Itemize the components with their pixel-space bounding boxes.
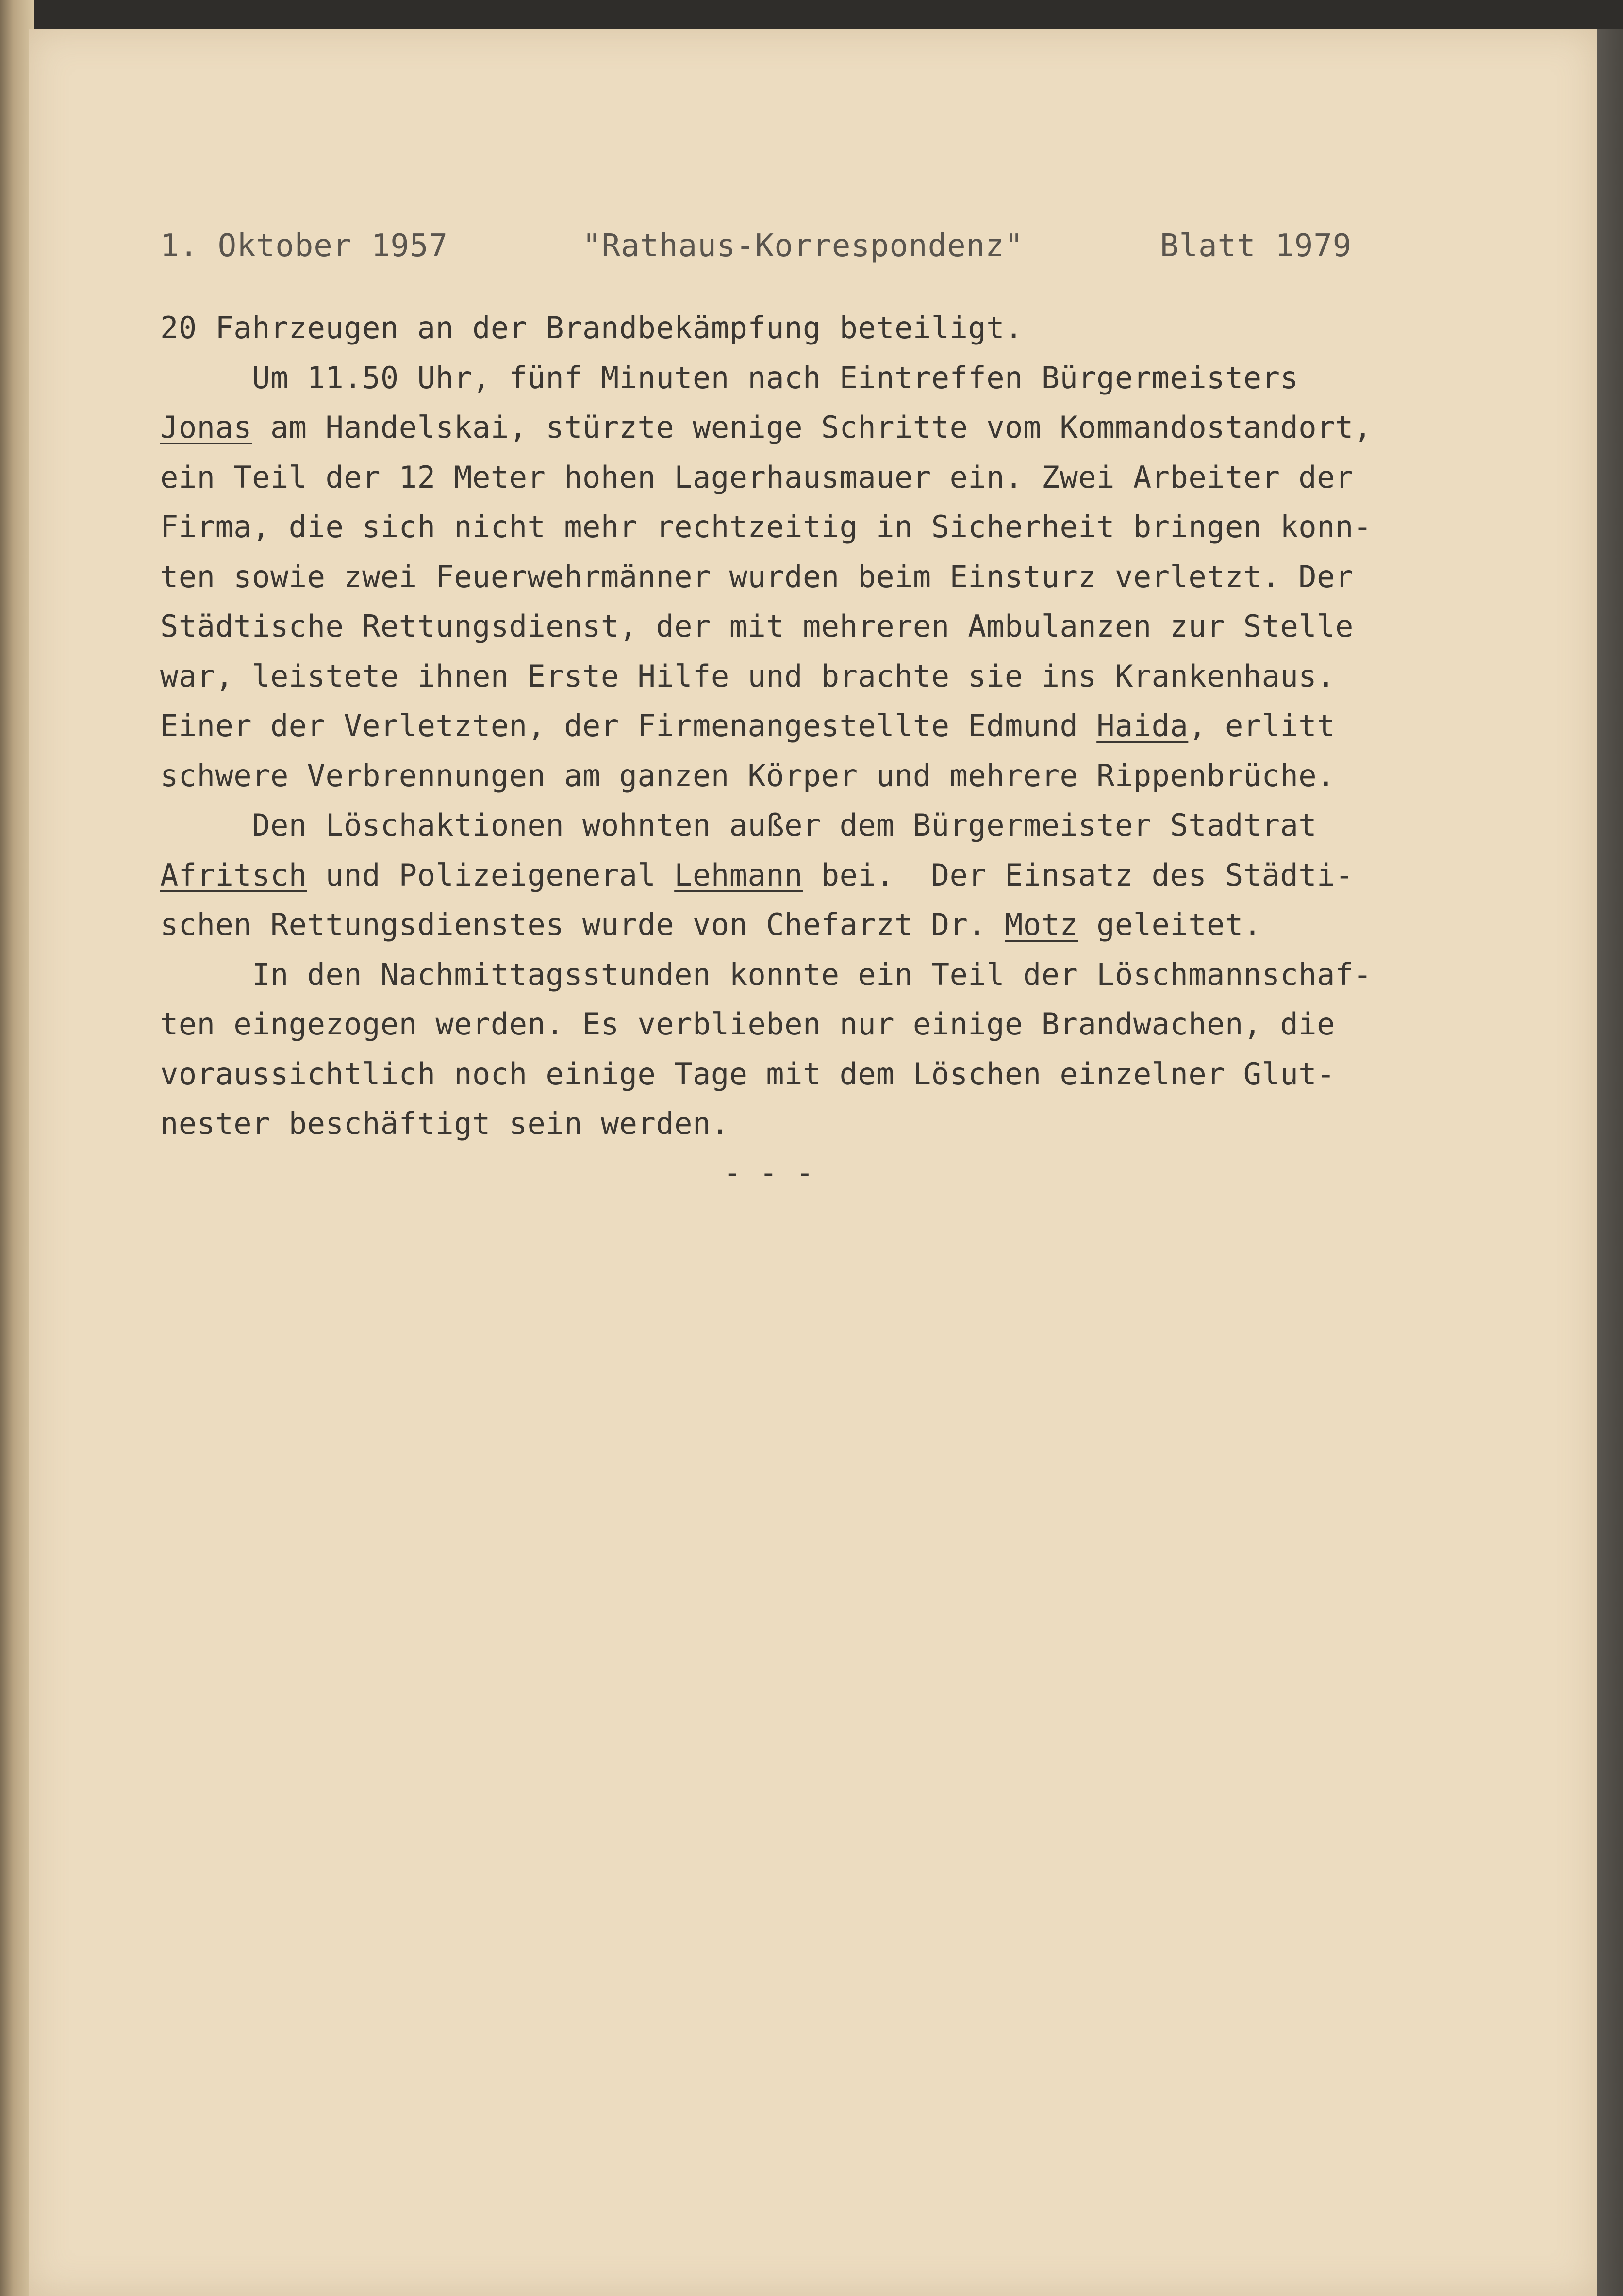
- text-line: [160, 403, 1519, 453]
- page-header: [160, 228, 1398, 272]
- text-segment: Den Löschaktionen wohnten außer dem Bürgermeister Stadtrat: [160, 807, 1317, 843]
- text-line: [160, 950, 1519, 1000]
- text-line: [160, 1099, 1519, 1149]
- text-segment: nester beschäftigt sein werden.: [160, 1106, 729, 1141]
- end-mark: - - -: [723, 1155, 814, 1190]
- text-segment: schwere Verbrennungen am ganzen Körper und mehrere Rippenbrüche.: [160, 757, 1335, 793]
- text-line: [160, 751, 1519, 801]
- text-segment: , erlitt: [1188, 708, 1335, 743]
- text-line: [160, 453, 1519, 503]
- page-edge: [1597, 29, 1623, 2296]
- underlined-name: Afritsch: [160, 857, 307, 893]
- text-segment: Firma, die sich nicht mehr rechtzeitig in Sicherheit bringen konn-: [160, 509, 1372, 544]
- header-sheet-number: Blatt 1979: [1160, 228, 1352, 264]
- underlined-name: Lehmann: [674, 857, 803, 893]
- text-segment: In den Nachmittagsstunden konnte ein Teil der Löschmannschaf-: [160, 956, 1372, 992]
- text-segment: Einer der Verletzten, der Firmenangestellte Edmund: [160, 708, 1097, 743]
- text-line: [160, 353, 1519, 403]
- text-line: [160, 701, 1519, 751]
- text-line: [160, 502, 1519, 552]
- document-body: [160, 303, 1519, 1149]
- text-line: [160, 602, 1519, 652]
- underlined-name: Jonas: [160, 410, 252, 445]
- text-line: [160, 303, 1519, 353]
- text-segment: ein Teil der 12 Meter hohen Lagerhausmauer ein. Zwei Arbeiter der: [160, 459, 1354, 495]
- text-line: [160, 552, 1519, 602]
- text-line: [160, 900, 1519, 950]
- text-line: [160, 851, 1519, 901]
- text-line: [160, 652, 1519, 702]
- text-segment: ten sowie zwei Feuerwehrmänner wurden beim Einsturz verletzt. Der: [160, 558, 1354, 594]
- text-segment: und Polizeigeneral: [307, 857, 675, 893]
- text-segment: war, leistete ihnen Erste Hilfe und brachte sie ins Krankenhaus.: [160, 658, 1335, 694]
- text-segment: ten eingezogen werden. Es verblieben nur einige Brandwachen, die: [160, 1006, 1335, 1042]
- underlined-name: Motz: [1005, 907, 1078, 942]
- text-segment: am Handelskai, stürzte wenige Schritte vom Kommandostandort,: [252, 410, 1372, 445]
- underlined-name: Haida: [1096, 708, 1189, 743]
- text-line: [160, 801, 1519, 851]
- text-segment: bei. Der Einsatz des Städti-: [802, 857, 1354, 893]
- text-segment: voraussichtlich noch einige Tage mit dem Löschen einzelner Glut-: [160, 1056, 1335, 1092]
- text-segment: 20 Fahrzeugen an der Brandbekämpfung beteiligt.: [160, 310, 1023, 345]
- text-segment: schen Rettungsdienstes wurde von Chefarzt Dr.: [160, 907, 1005, 942]
- text-segment: geleitet.: [1078, 907, 1262, 942]
- text-segment: Städtische Rettungsdienst, der mit mehreren Ambulanzen zur Stelle: [160, 608, 1354, 644]
- text-segment: Um 11.50 Uhr, fünf Minuten nach Eintreffen Bürgermeisters: [160, 360, 1299, 395]
- text-line: [160, 1000, 1519, 1050]
- header-date: 1. Oktober 1957: [160, 228, 448, 264]
- header-title: "Rathaus-Korrespondenz": [582, 228, 1024, 264]
- text-line: [160, 1050, 1519, 1099]
